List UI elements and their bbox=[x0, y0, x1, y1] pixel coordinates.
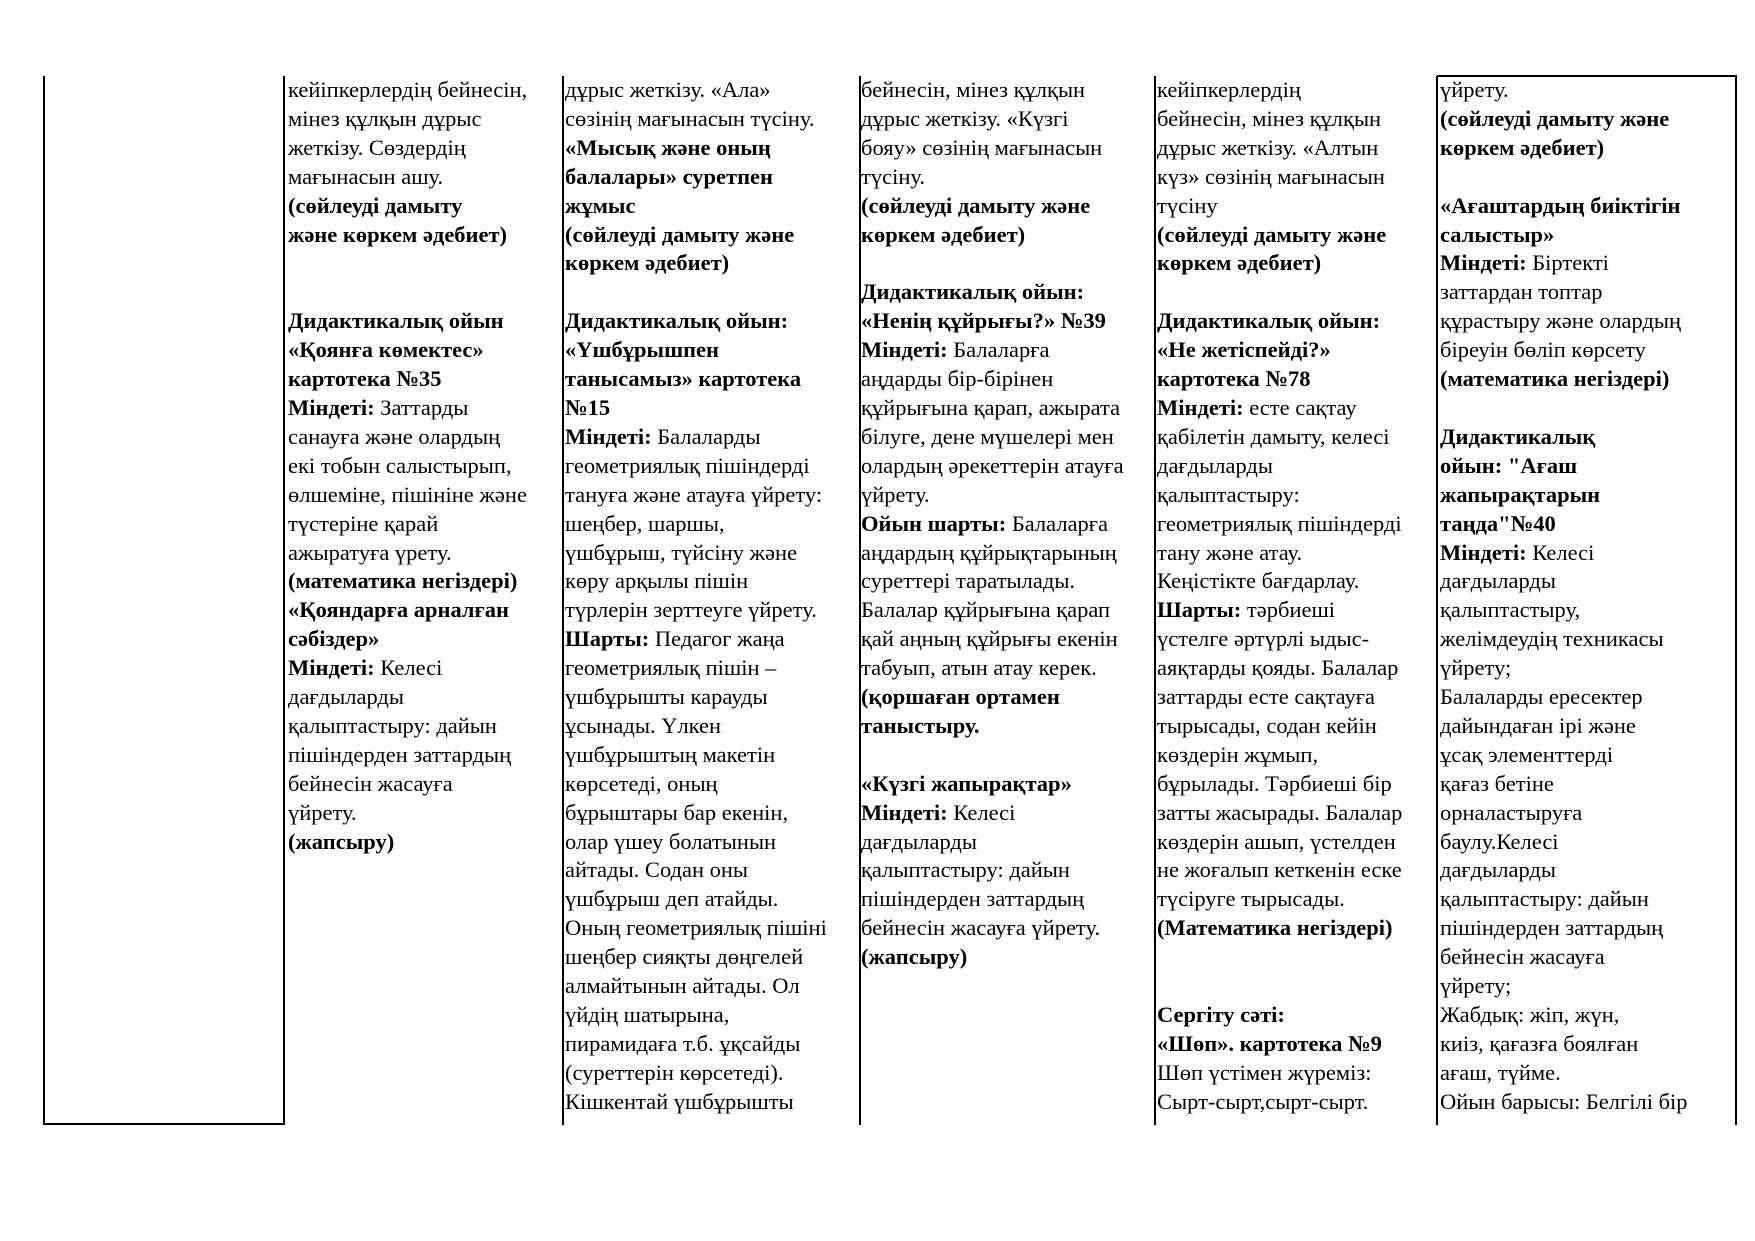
text-line: үшбұрыш деп атайды. bbox=[565, 886, 779, 912]
text-line: Кеңістікте бағдарлау. bbox=[1157, 568, 1360, 594]
text-line: кейіпкерлердің бейнесін, bbox=[288, 77, 528, 102]
text-line: Балалар құйрығына қарап bbox=[861, 597, 1111, 623]
text-line: бұрыштары бар екенін, bbox=[565, 799, 789, 825]
text-line: Балаларды ересектер bbox=[1440, 684, 1643, 710]
text-line: үшбұрыштың макетін bbox=[565, 741, 776, 767]
text-line: жапырақтарын bbox=[1440, 481, 1601, 507]
text-line: Жабдық: жіп, жүн, bbox=[1440, 1002, 1620, 1027]
text-line bbox=[861, 510, 1153, 539]
text-line: дағдыларды bbox=[288, 684, 404, 710]
text-line: көздерін жұмып, bbox=[1157, 741, 1319, 767]
text-line: күз» сөзінің мағынасын bbox=[1157, 163, 1385, 189]
text-line: көркем әдебиет) bbox=[1157, 250, 1322, 276]
text-line: «Қояндарға арналған bbox=[288, 597, 509, 623]
text-line: геометриялық пішіндерді bbox=[565, 452, 810, 478]
text-line: ұсынады. Үлкен bbox=[565, 712, 722, 738]
text-line: «Үшбұрышпен bbox=[565, 337, 719, 363]
text-line: дұрыс жеткізу. «Ала» bbox=[565, 77, 771, 102]
text-line bbox=[565, 278, 857, 307]
text-line: түсіну bbox=[1157, 192, 1218, 218]
text-line: бейнесін жасауға bbox=[288, 770, 453, 796]
text-line: Дидактикалық ойын: bbox=[861, 279, 1085, 305]
table-border-left bbox=[43, 76, 45, 1125]
label-text: Келесі bbox=[374, 655, 443, 681]
text-line: Дидактикалық ойын: bbox=[565, 308, 789, 334]
text-line: көздерін ашып, үстелден bbox=[1157, 828, 1396, 854]
text-line: Сергіту сәті: bbox=[1157, 1002, 1285, 1027]
text-line: бейнесін жасауға үйрету. bbox=[861, 915, 1101, 941]
text-line bbox=[1157, 943, 1435, 972]
text-line bbox=[288, 394, 560, 423]
table-cell-col2 bbox=[565, 76, 857, 1122]
text-line: қалыптастыру: дайын bbox=[1440, 886, 1649, 912]
text-line: «Ненің құйрығы?» №39 bbox=[861, 308, 1106, 334]
text-line: үшбұрышты карауды bbox=[565, 684, 768, 710]
text-line: түсіну. bbox=[861, 163, 925, 189]
text-line: үйрету; bbox=[1440, 655, 1512, 681]
text-line: орналастыруға bbox=[1440, 799, 1583, 825]
text-line: пішіндерден заттардың bbox=[861, 886, 1085, 912]
text-line bbox=[288, 654, 560, 683]
bold-label: Шарты: bbox=[1157, 597, 1242, 623]
text-line: киіз, қағазға боялған bbox=[1440, 1030, 1639, 1056]
text-line bbox=[565, 625, 857, 654]
column-divider-1 bbox=[283, 76, 285, 1125]
label-text: Балаларды bbox=[651, 423, 761, 449]
bold-label: Міндеті: bbox=[1440, 539, 1527, 565]
text-line: қалыптастыру, bbox=[1440, 597, 1581, 623]
text-line: тану және атау. bbox=[1157, 539, 1303, 565]
text-line: Дидактикалық ойын: bbox=[1157, 308, 1381, 334]
text-line: үйрету. bbox=[1440, 77, 1509, 102]
text-line: көрсетеді, оның bbox=[565, 770, 718, 796]
text-line: үстелге әртүрлі ыдыс- bbox=[1157, 626, 1370, 652]
text-line: аңдардың құйрықтарының bbox=[861, 539, 1117, 565]
text-line: айтады. Содан оны bbox=[565, 857, 749, 883]
text-line: үйрету. bbox=[288, 799, 357, 825]
text-line: шеңбер, шаршы, bbox=[565, 510, 725, 536]
text-line: үйрету; bbox=[1440, 973, 1512, 999]
text-line: дағдыларды bbox=[1440, 568, 1556, 594]
text-line: (суреттерін көрсетеді). bbox=[565, 1059, 784, 1085]
text-line: мінез құлқын дұрыс bbox=[288, 105, 482, 131]
text-line: бейнесін жасауға bbox=[1440, 944, 1605, 970]
text-line: таныстыру. bbox=[861, 712, 980, 738]
column-divider-4 bbox=[1154, 76, 1156, 1125]
text-line: жеткізу. Сөздердің bbox=[288, 134, 466, 160]
text-line: құйрығына қарап, ажырата bbox=[861, 394, 1121, 420]
column-divider-2 bbox=[562, 76, 564, 1125]
text-line: санауға және олардың bbox=[288, 423, 501, 449]
text-line: көру арқылы пішін bbox=[565, 568, 749, 594]
text-line: біреуін бөліп көрсету bbox=[1440, 337, 1646, 363]
text-line bbox=[861, 336, 1153, 365]
label-text: Келесі bbox=[1526, 539, 1595, 565]
text-line bbox=[861, 799, 1153, 828]
table-border-right bbox=[1735, 76, 1737, 1125]
text-line: Кішкентай үшбұрышты bbox=[565, 1088, 794, 1114]
text-line: (сөйлеуді дамыту және bbox=[1440, 105, 1670, 131]
text-line: «Шөп». картотека №9 bbox=[1157, 1030, 1382, 1056]
text-line: құрастыру және олардың bbox=[1440, 308, 1682, 334]
text-line: Ойын барысы: Белгілі бір bbox=[1440, 1088, 1688, 1114]
text-line: мағынасын ашу. bbox=[288, 163, 444, 189]
text-line: көркем әдебиет) bbox=[861, 221, 1026, 247]
text-line: (жапсыру) bbox=[861, 944, 968, 970]
text-line: (сөйлеуді дамыту және bbox=[1157, 221, 1387, 247]
text-line: танысамыз» картотека bbox=[565, 366, 802, 392]
text-line: қалыптастыру: дайын bbox=[288, 712, 497, 738]
text-line: суреттері таратылады. bbox=[861, 568, 1076, 594]
text-line: бейнесін, мінез құлқын bbox=[1157, 105, 1382, 131]
bold-label: Міндеті: bbox=[288, 655, 375, 681]
text-line bbox=[1157, 972, 1435, 1001]
text-line: сөзінің мағынасын түсіну. bbox=[565, 105, 815, 131]
text-line: таңда"№40 bbox=[1440, 510, 1556, 536]
text-line: дайындаған ірі және bbox=[1440, 712, 1636, 738]
bold-label: Міндеті: bbox=[288, 394, 375, 420]
text-line: дұрыс жеткізу. «Күзгі bbox=[861, 105, 1069, 131]
text-line: олардың әрекеттерін атауға bbox=[861, 452, 1124, 478]
text-line: дағдыларды bbox=[1157, 452, 1273, 478]
text-line: (Математика негіздері) bbox=[1157, 915, 1393, 941]
text-line: (сөйлеуді дамыту және bbox=[565, 221, 795, 247]
text-line: «Қоянға көмектес» bbox=[288, 337, 484, 363]
text-line: тануға және атауға үйрету: bbox=[565, 481, 823, 507]
table-cell-col4 bbox=[1157, 76, 1435, 1122]
table-border-bottom bbox=[43, 1123, 284, 1125]
text-line: Дидактикалық ойын bbox=[288, 308, 504, 334]
bold-label: Ойын шарты: bbox=[861, 510, 1007, 536]
label-text: Заттарды bbox=[374, 394, 469, 420]
text-line: жұмыс bbox=[565, 192, 636, 218]
text-line: Дидактикалық bbox=[1440, 423, 1596, 449]
text-line bbox=[1440, 394, 1734, 423]
text-line: заттарды есте сақтауға bbox=[1157, 684, 1375, 710]
text-line: қай аңның құйрығы екенін bbox=[861, 626, 1118, 652]
text-line bbox=[1440, 539, 1734, 568]
text-line: олар үшеу болатынын bbox=[565, 828, 777, 854]
text-line: дағдыларды bbox=[861, 828, 977, 854]
column-divider-5 bbox=[1436, 76, 1438, 1125]
text-line: пирамидаға т.б. ұқсайды bbox=[565, 1030, 801, 1056]
text-line: геометриялық пішін – bbox=[565, 655, 777, 681]
text-line bbox=[1157, 278, 1435, 307]
text-line: бояу» сөзінің мағынасын bbox=[861, 134, 1103, 160]
text-line: түстеріне қарай bbox=[288, 510, 439, 536]
text-line: пішіндерден заттардың bbox=[1440, 915, 1664, 941]
text-line bbox=[1157, 394, 1435, 423]
bold-label: Шарты: bbox=[565, 626, 650, 652]
bold-label: Міндеті: bbox=[1157, 394, 1244, 420]
text-line: (сөйлеуді дамыту bbox=[288, 192, 463, 218]
text-line: Шөп үстімен жүреміз: bbox=[1157, 1059, 1372, 1085]
text-line: бұрылады. Тәрбиеші бір bbox=[1157, 770, 1392, 796]
table-cell-col1 bbox=[288, 76, 560, 1122]
text-line: қалыптастыру: дайын bbox=[861, 857, 1070, 883]
text-line bbox=[1157, 596, 1435, 625]
text-line bbox=[1440, 163, 1734, 192]
text-line: «Мысық және оның bbox=[565, 134, 771, 160]
text-line: ойын: "Ағаш bbox=[1440, 452, 1578, 478]
text-line: сәбіздер» bbox=[288, 626, 380, 652]
bold-label: Міндеті: bbox=[1440, 250, 1527, 276]
text-line: балалары» суретпен bbox=[565, 163, 774, 189]
text-line: шеңбер сияқты дөңгелей bbox=[565, 944, 804, 970]
label-text: есте сақтау bbox=[1243, 394, 1357, 420]
text-line: (қоршаған ортамен bbox=[861, 684, 1060, 710]
text-line: қағаз бетіне bbox=[1440, 770, 1554, 796]
text-line: геометриялық пішіндерді bbox=[1157, 510, 1402, 536]
text-line bbox=[861, 249, 1153, 278]
label-text: тәрбиеші bbox=[1241, 597, 1336, 623]
text-line: «Ағаштардың биіктігін bbox=[1440, 192, 1681, 218]
text-line: көркем әдебиет) bbox=[565, 250, 730, 276]
text-line: пішіндерден заттардың bbox=[288, 741, 512, 767]
text-line: және көркем әдебиет) bbox=[288, 221, 508, 247]
text-line: «Күзгі жапырақтар» bbox=[861, 770, 1072, 796]
text-line: алмайтынын айтады. Ол bbox=[565, 973, 800, 999]
text-line: үйдің шатырына, bbox=[565, 1002, 730, 1027]
text-line: ажыратуға үрету. bbox=[288, 539, 452, 565]
text-line: «Не жетіспейді?» bbox=[1157, 337, 1331, 363]
text-line: салыстыр» bbox=[1440, 221, 1555, 247]
text-line: (математика негіздері) bbox=[1440, 366, 1670, 392]
text-line: табуып, атын атау керек. bbox=[861, 655, 1097, 681]
text-line: қабілетін дамыту, келесі bbox=[1157, 423, 1390, 449]
text-line bbox=[861, 741, 1153, 770]
text-line: екі тобын салыстырып, bbox=[288, 452, 512, 478]
text-line: картотека №78 bbox=[1157, 366, 1311, 392]
text-line: аяқтарды қояды. Балалар bbox=[1157, 655, 1399, 681]
text-line: не жоғалып кеткенін еске bbox=[1157, 857, 1402, 883]
text-line: түсіруге тырысады. bbox=[1157, 886, 1345, 912]
text-line: Сырт-сырт,сырт-сырт. bbox=[1157, 1088, 1369, 1114]
text-line bbox=[288, 249, 560, 278]
table-cell-col5 bbox=[1440, 76, 1734, 1122]
text-line: өлшеміне, пішініне және bbox=[288, 481, 527, 507]
text-line: (математика негіздері) bbox=[288, 568, 518, 594]
text-line: Оның геометриялық пішіні bbox=[565, 915, 827, 941]
text-line: көркем әдебиет) bbox=[1440, 134, 1605, 160]
text-line: қалыптастыру: bbox=[1157, 481, 1300, 507]
text-line: картотека №35 bbox=[288, 366, 442, 392]
text-line: түрлерін зерттеуге үйрету. bbox=[565, 597, 817, 623]
text-line: дұрыс жеткізу. «Алтын bbox=[1157, 134, 1379, 160]
label-text: Келесі bbox=[947, 799, 1016, 825]
text-line: затты жасырады. Балалар bbox=[1157, 799, 1403, 825]
text-line: тырысады, содан кейін bbox=[1157, 712, 1377, 738]
text-line: бейнесін, мінез құлқын bbox=[861, 77, 1086, 102]
label-text: Балаларға bbox=[1006, 510, 1109, 536]
text-line: үйрету. bbox=[861, 481, 930, 507]
text-line: ұсақ элементтерді bbox=[1440, 741, 1614, 767]
text-line: (сөйлеуді дамыту және bbox=[861, 192, 1091, 218]
bold-label: Міндеті: bbox=[565, 423, 652, 449]
bold-label: Міндеті: bbox=[861, 799, 948, 825]
text-line: аңдарды бір-бірінен bbox=[861, 366, 1054, 392]
label-text: Біртекті bbox=[1526, 250, 1609, 276]
text-line: ағаш, түйме. bbox=[1440, 1059, 1561, 1085]
text-line: баулу.Келесі bbox=[1440, 828, 1559, 854]
text-line: кейіпкерлердің bbox=[1157, 77, 1301, 102]
table-cell-col3 bbox=[861, 76, 1153, 1122]
text-line: дағдыларды bbox=[1440, 857, 1556, 883]
text-line: (жапсыру) bbox=[288, 828, 395, 854]
text-line bbox=[288, 278, 560, 307]
text-line bbox=[565, 423, 857, 452]
text-line: білуге, дене мүшелері мен bbox=[861, 423, 1114, 449]
text-line: желімдеудің техникасы bbox=[1440, 626, 1664, 652]
label-text: Балаларға bbox=[947, 337, 1050, 363]
bold-label: Міндеті: bbox=[861, 337, 948, 363]
text-line: үшбұрыш, түйсіну және bbox=[565, 539, 798, 565]
text-line: №15 bbox=[565, 394, 611, 420]
label-text: Педагог жаңа bbox=[649, 626, 785, 652]
text-line: заттардан топтар bbox=[1440, 279, 1603, 305]
text-line bbox=[1440, 249, 1734, 278]
